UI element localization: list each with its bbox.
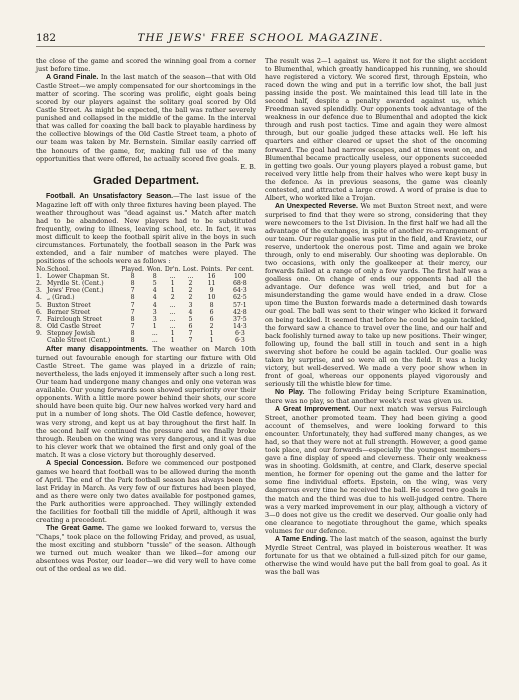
page-header <box>36 32 485 47</box>
table-cell: 7 <box>188 337 193 345</box>
table-cell: 4 <box>152 301 157 309</box>
table-cell: Myrdle St. (Cent.) <box>47 280 104 288</box>
paragraph-grand-finale <box>36 73 256 163</box>
table-cell: 57·1 <box>232 301 247 309</box>
subheading: A Special Concession. <box>46 459 124 467</box>
table-cell: Fairclough Street <box>47 315 103 323</box>
table-cell: 14·3 <box>232 322 247 330</box>
subheading: Football. An Unsatisfactory Season. <box>46 192 174 200</box>
table-cell: 62·5 <box>232 294 247 302</box>
table-cell: ... <box>187 273 194 281</box>
table-cell: ... <box>169 315 176 323</box>
col-header: Played. <box>121 266 145 274</box>
table-cell: Berner Street <box>47 308 91 316</box>
subheading: A Tame Ending. <box>275 535 328 543</box>
table-cell: ... <box>151 329 158 337</box>
table-row <box>36 273 256 280</box>
paragraph-no-play <box>265 388 487 405</box>
table-cell: 8 <box>130 315 135 323</box>
table-cell: 7 <box>130 322 135 330</box>
table-cell: 7 <box>130 301 135 309</box>
table-cell: 8 <box>130 337 135 345</box>
table-cell: 5 <box>152 280 157 288</box>
table-cell: Lower Chapman St. <box>47 273 110 281</box>
paragraph-football <box>36 192 256 265</box>
table-cell: 42·8 <box>232 308 247 316</box>
paragraph-text: We met Buxton Street next, and were surprised to find that they were so strong, considering that they were newcomers to the 1st Division. In the first half we had all the advantage of the exchanges, in spite of another re-arrangement of our team. Our regular goalie was put in the field, and Kravietz, our reserve, undertook the onerous post. Time and again we broke through, only to end miserably. Our shooting was deplorable. On two occasions, with only the goalkeeper at their mercy, our forwards failed at a range of only a few yards. The first half was a goalless one. On change of ends our opponents had all the advantage. Our defence was well tried, and but for a misunderstanding the game would have ended in a draw. Close upon time the Buxton forwards made a determined dash towards our goal. The ball was sent to their winger who kicked it forward on being tackled. It seemed that before he could be again tackled, the forward saw a chance to travel over the line, and our half and back foolishly turned away to take up new positions. Their winger, following up, found the ball still in touch and sent in a high swerving shot before he could be again tackled. Our goalie was taken by surprise, and so were all on the field. It was a lucky victory, but well-deserved. We made a very poor show when in front of goal, whereas our opponents played vigorously and seriously till the whistle blew for time. <box>265 201 487 388</box>
magazine-title: THE JEWS' FREE SCHOOL MAGAZINE. <box>137 32 384 44</box>
col-header: Lost. <box>182 266 199 274</box>
right-column <box>265 57 487 576</box>
paragraph-great-game <box>36 524 256 573</box>
table-cell: 5. <box>36 301 42 309</box>
col-header: No. <box>36 266 47 274</box>
section-title: Graded Department. <box>93 174 199 187</box>
table-row <box>36 302 256 309</box>
paragraph-after <box>36 345 256 459</box>
table-cell: ... <box>169 308 176 316</box>
col-header: Per cent. <box>225 266 254 274</box>
table-cell: 1 <box>209 337 214 345</box>
paragraph-text: Our next match was versus Fairclough Street, another promoted team. They had been giving a good account of themselves, and were looking forward to this encounter. Unfortunately, they had suffered many changes, as we had, so that they were not at full strength. However, a good game took place, and our forwards—especially the youngest members—gave a fine display of speed and cleverness. Their only weakness was in shooting. Goldsmith, at centre, and Clark, deserve special mention, he former for opening out the game and the latter for some fine individual efforts. Epstein, on the wing, was very dangerous every time he received the ball. He scored two goals in the match and the third was due to his well-judged centre. There was a very marked improvement in our play, although a victory of 3—0 does not give us the credit we deserved. Our goalie only had one clearance to negotiate throughout the game, which speaks volumes for our defence. <box>265 405 487 535</box>
table-cell: Stepney Jewish <box>47 329 96 337</box>
paragraph-tame-ending <box>265 535 487 576</box>
table-cell: ... <box>169 322 176 330</box>
table-cell: 8 <box>130 329 135 337</box>
table-cell: 8 <box>209 301 214 309</box>
table-cell: 6 <box>209 315 214 323</box>
table-cell: 64·3 <box>232 287 247 295</box>
table-cell: 1 <box>152 322 157 330</box>
table-cell: 7 <box>188 329 193 337</box>
table-cell: 8 <box>152 273 157 281</box>
league-table <box>36 266 256 344</box>
paragraph-unexpected <box>265 202 487 388</box>
table-cell: 1. <box>36 273 42 281</box>
table-cell: 2 <box>188 287 193 295</box>
table-cell: 3 <box>152 315 157 323</box>
table-cell: 6 <box>188 322 193 330</box>
table-row <box>36 330 256 337</box>
col-header: School. <box>47 266 71 274</box>
left-column <box>36 57 256 573</box>
table-cell: 4. <box>36 294 42 302</box>
table-cell: 2 <box>188 280 193 288</box>
table-cell: 6·3 <box>234 329 245 337</box>
table-cell: Old Castle Street <box>47 322 102 330</box>
signature: E. B. <box>240 162 256 171</box>
table-cell: 68·8 <box>232 280 247 288</box>
table-cell: Jews' Free (Cent.) <box>47 287 104 295</box>
paragraph-text: The weather on March 10th turned out favourable enough for starting our fixture with Old Castle Street. The game was played in a drizzle of rain; nevertheless, the lads enjoyed it immensely after such a long rest. Our team had undergone many changes and only one veteran was available. Our young forwards soon showed superiority over their opponents. With a little more power behind their shots, our score should have been quite big. Our new halves worked very hard and put in a number of long shots. The Old Castle defence, however, was very strong, and kept us at bay throughout the first half. In the second half we continued the pressure and we finally broke through. Reuben on the wing was very dangerous, and it was due to his clever work that we obtained the first and only goal of the match. It was a close victory but thoroughly deserved. <box>36 345 256 459</box>
table-cell: 5 <box>188 315 193 323</box>
table-cell: 4 <box>188 308 193 316</box>
subheading: After many disappointments. <box>46 346 148 354</box>
page-number: 182 <box>36 32 57 44</box>
paragraph: The result was 2—1 against us. Were it not for the slight accident to Blumenthal, which greatly handicapped his running, we should have registered a victory. We scored first, through Epstein, who raced down the wing and put in a terrific low shot, the ball just passing inside the post. We maintained this lead till late in the second half, despite a penalty awarded against us, which Freedman saved splendidly. Our opponents took advantage of the weakness in our defence due to Blumenthal and adopted the kick through and rush post tactics. Time and again they were almost through, but our goalie judged these attacks well. He left his quarters and either cleared or upset the shot of the oncoming forward. The goal had narrow escapes, and at times went on, and Blumenthal became practically useless, our opponents succeeded in getting two goals. Our young players played a robust game, but received very little help from their halves who were kept busy in the defence. As in previous seasons, the game was cleanly contested, and attracted a large crowd. A word of praise is due to Albert, who worked like a Trojan. <box>265 57 487 202</box>
table-cell: 2 <box>209 322 214 330</box>
table-cell: 3 <box>188 301 193 309</box>
table-row <box>36 337 256 344</box>
paragraph-text: Before we commenced our postponed games we heard that football was to be allowed during the month of April. The end of the Park football season has always been the last Friday in March. As very few of our fixtures had been played, and as there were only two dates available for postponed games, the Park authorities were approached. They willingly extended the facilities for football till the middle of April, although it was creating a precedent. <box>36 458 256 525</box>
table-row <box>36 287 256 294</box>
table-cell: 1 <box>170 329 175 337</box>
table-cell: 1 <box>170 287 175 295</box>
paragraph: the close of the game and scored the winning goal from a corner just before time. <box>36 57 256 74</box>
table-cell: 16 <box>207 273 216 281</box>
paragraph-special <box>36 459 256 524</box>
subheading: A Great Improvement. <box>275 406 351 414</box>
table-row <box>36 316 256 323</box>
table-cell: Cable Street (Cent.) <box>47 337 111 345</box>
table-cell: 6 <box>209 308 214 316</box>
subheading: An Unexpected Reverse. <box>275 202 358 210</box>
paragraph-text: In the last match of the season—that with Old Castle Street—we amply compensated for our shortcomings in the matter of scoring. The scoring was prolific, eight goals being scored by our players against the solitary goal scored by Old Castle Street. As might be expected, the ball was rather severely punished and collapsed in the middle of the game. In the interval that was called for coaxing the ball back to playable hardiness by the collective blowings of the Old Castle Street team, a photo of our team was taken by Mr. Bernstein. Similar easily carried off the honours of the game, for, making full use of the many opportunities that were offered, he actually scored five goals. <box>36 73 256 163</box>
col-header: Points. <box>200 266 223 274</box>
table-cell: 3. <box>36 287 42 295</box>
paragraph-text: The game we looked forward to, versus the "Chaps," took place on the following Friday, and proved, as usual, the most exciting and stubborn "tussle" of the season. Although we turned out much weaker than we liked—for among our absentees was Poster, our leader—we did very well to have come out of the ordeal as we did. <box>36 524 256 574</box>
paragraph-improvement <box>265 405 487 535</box>
table-cell: 8. <box>36 322 42 330</box>
table-cell: 7 <box>130 308 135 316</box>
col-header: Dr'n. <box>164 266 181 274</box>
table-cell: 10 <box>207 294 216 302</box>
table-cell: 6·3 <box>234 337 245 345</box>
table-cell: 7. <box>36 315 42 323</box>
table-cell: 3 <box>152 308 157 316</box>
table-cell: Buxton Street <box>47 301 91 309</box>
col-header: Won. <box>146 266 163 274</box>
table-cell: 8 <box>130 273 135 281</box>
table-cell: 100 <box>233 273 246 281</box>
table-cell: 4 <box>152 294 157 302</box>
table-cell: 9 <box>209 287 214 295</box>
table-cell <box>36 337 47 344</box>
table-cell: 37·5 <box>232 315 247 323</box>
table-cell: 8 <box>130 280 135 288</box>
table-cell: ... <box>169 273 176 281</box>
table-cell: ... <box>169 301 176 309</box>
table-cell: 11 <box>207 280 216 288</box>
subheading: The Great Game. <box>46 525 104 533</box>
table-row <box>36 294 256 301</box>
table-cell: 1 <box>209 329 214 337</box>
table-cell: 1 <box>170 337 175 345</box>
paragraph-text: The last match of the season, against the burly Myrdle Street Central, was played in boisterous weather. It was fortunate for us that we obtained a full-sized pitch for our game, otherwise the wind would have put the ball from goal to goal. As it was the ball was <box>265 534 487 576</box>
table-row <box>36 309 256 316</box>
table-row <box>36 323 256 330</box>
table-cell: 6. <box>36 308 42 316</box>
table-cell: ... <box>151 337 158 345</box>
table-cell: 9. <box>36 329 42 337</box>
table-cell: 1 <box>170 280 175 288</box>
table-header-row <box>36 266 256 273</box>
table-cell: 2 <box>170 294 175 302</box>
table-cell: 2 <box>188 294 193 302</box>
paragraph-text: The following Friday being Scripture Examination, there was no play, so that another week's rest was given us. <box>265 387 488 405</box>
subheading: A Grand Finale. <box>46 74 99 82</box>
table-cell: 4 <box>152 287 157 295</box>
table-cell: 8 <box>130 294 135 302</box>
table-row <box>36 280 256 287</box>
table-cell: 2. <box>36 280 42 288</box>
table-cell: 7 <box>130 287 135 295</box>
subheading: No Play. <box>275 388 305 396</box>
paragraph-text: —The last issue of the Magazine left off with only three fixtures having been played. The weather throughout was "dead against us." Match after match had to be abandoned. New players had to be substituted frequently, owing to illness, leaving school, etc. In fact, it was most difficult to keep the football spirit alive in the boys in such circumstances. Fortunately, the football season in the Park was extended, and a fair number of matches were played. The positions of the schools were as follows : <box>36 191 256 266</box>
table-cell: „ (Grad.) <box>47 294 75 302</box>
